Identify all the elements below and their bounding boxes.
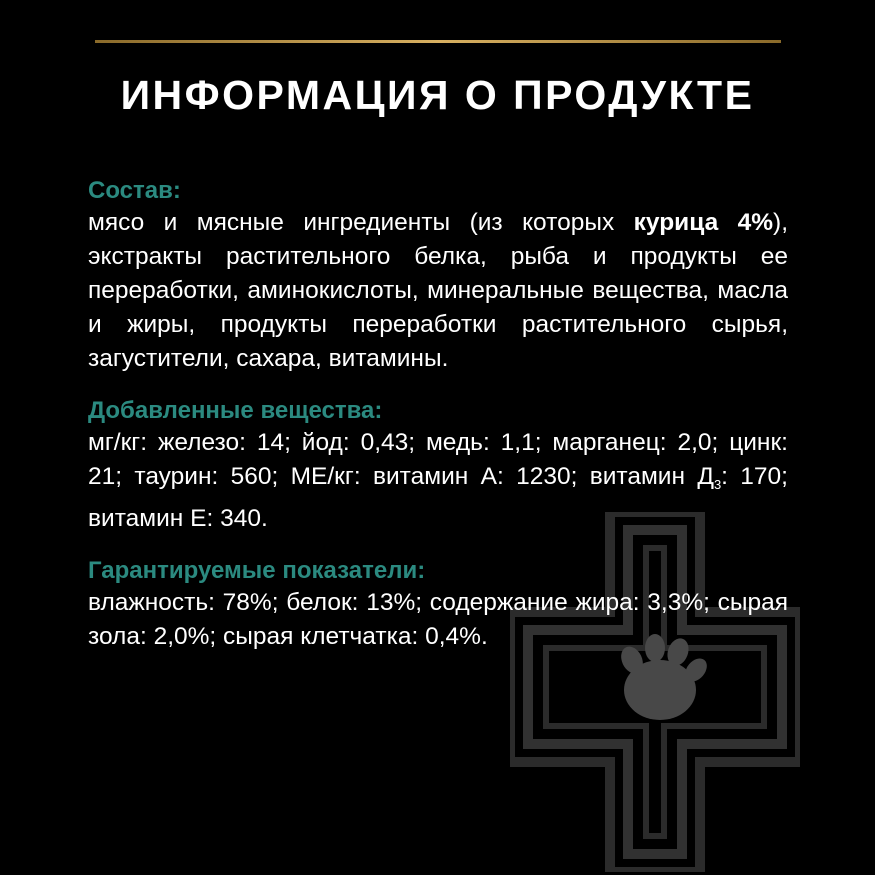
composition-highlight: курица 4% bbox=[633, 209, 774, 236]
additives-text bbox=[88, 426, 788, 536]
additives-label: Добавленные вещества: bbox=[88, 397, 383, 424]
additives-subscript: 3 bbox=[713, 477, 722, 492]
composition-text-before: мясо и мясные ингредиенты (из которых bbox=[88, 209, 634, 236]
guaranteed-label: Гарантируемые показатели: bbox=[88, 557, 426, 584]
guaranteed-section bbox=[88, 556, 788, 654]
composition-section bbox=[88, 176, 788, 376]
additives-text-after: : 170; витамин Е: 340. bbox=[88, 463, 788, 532]
guaranteed-text: влажность: 78%; белок: 13%; содержание жира: 3,3%; сырая зола: 2,0%; сырая клетчатка: 0,4%. bbox=[88, 589, 788, 650]
composition-text-after: ), экстракты растительного белка, рыба и продукты ее переработки, аминокислоты, минеральные вещества, масла и жиры, продукты переработки растительного сырья, загустители, сахара, витамины. bbox=[88, 209, 788, 372]
composition-label: Состав: bbox=[88, 177, 181, 204]
additives-section bbox=[88, 396, 788, 536]
page-title: ИНФОРМАЦИЯ О ПРОДУКТЕ bbox=[120, 72, 755, 118]
gold-divider bbox=[95, 40, 781, 43]
composition-text bbox=[88, 206, 788, 376]
product-info bbox=[88, 176, 788, 674]
additives-text-before: мг/кг: железо: 14; йод: 0,43; медь: 1,1; марганец: 2,0; цинк: 21; таурин: 560; МЕ/кг: витамин А: 1230; витамин Д bbox=[88, 429, 788, 490]
